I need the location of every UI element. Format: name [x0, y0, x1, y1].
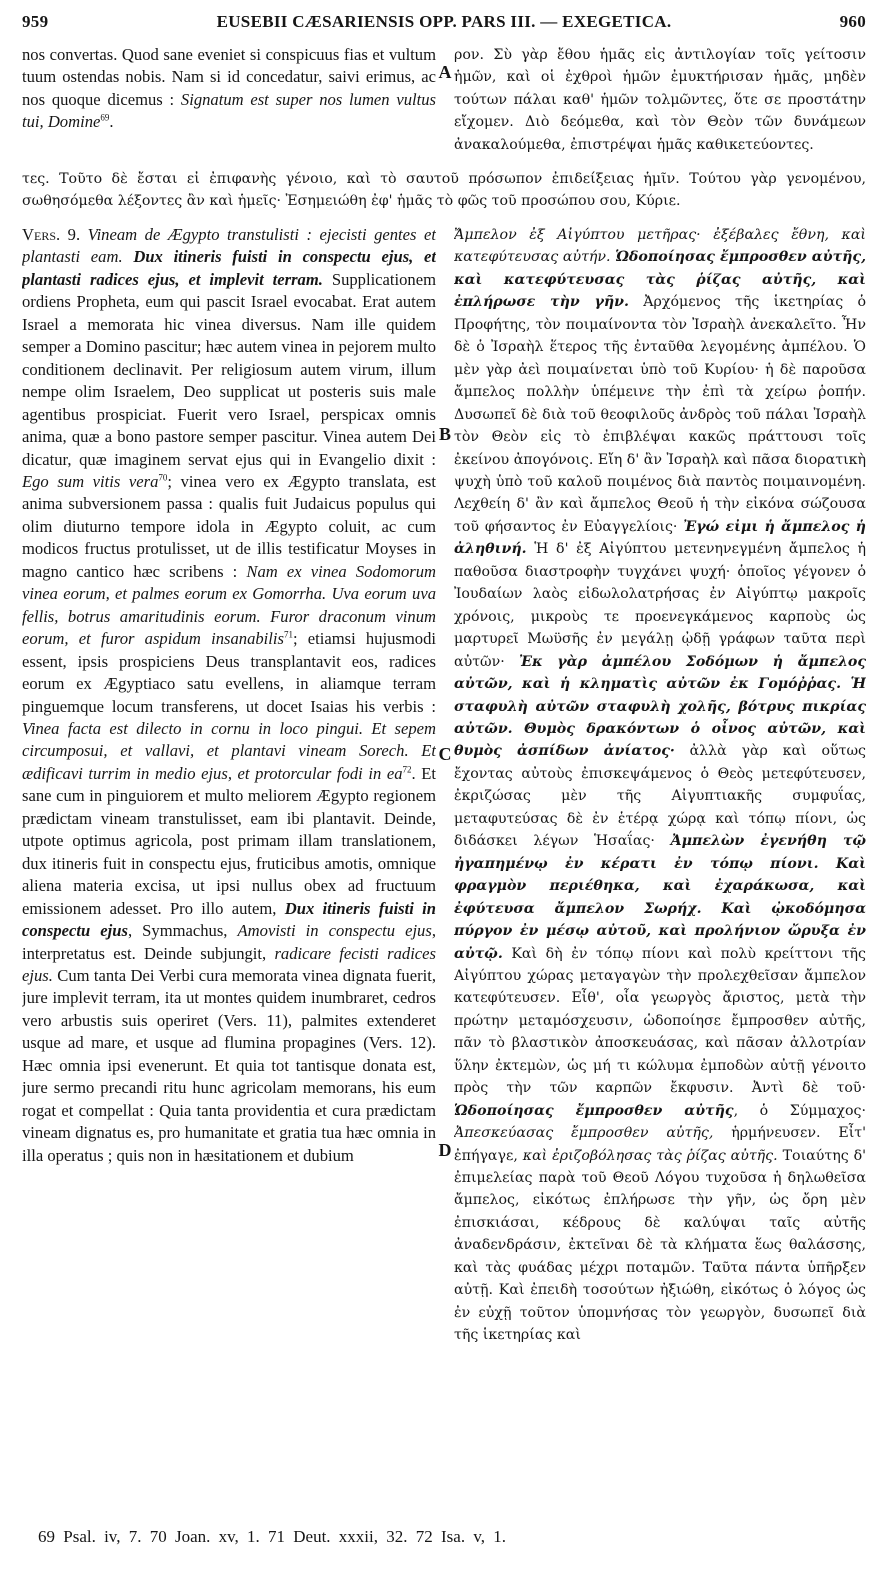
latin-text: Supplicationem ordiens Propheta, eum qui pascit Israel evocabat. Erat autem Israel a memorata hic vinea diversus. Nam ille quidem semper a Domino pascitur; hæc autem vinea in pejorem multo conditionem declinavit. Per religiosum autem virum, illum nempe olim Israelem, Deo supplicat ut posteris suis male agentibus prospiciat. Fuerit vero Israel, perspicax omnis anima, quæ a bono pastore semper pascitur. Vinea autem Dei dicatur, quæ imaginem servat ejus qui in Evangelio dixit :: [22, 269, 436, 469]
verse-quote: Vineam de Ægypto transtulisti : ejecisti gentes et plantasti eam.: [22, 225, 436, 267]
greek-quote: Ἀμπελὼν ἐγενήθη τῷ ἠγαπημένῳ ἐν κέρατι ἐν τόπῳ πίονι. Καὶ φραγμὸν περιέθηκα, καὶ ἐχαράκωσα, καὶ ἐφύτευσα ἄμπελον Σωρήχ. Καὶ ᾠκοδόμησα πύργον ἐν μέσῳ αὐτοῦ, καὶ προλήνιον ὤρυξα ἐν αὐτῷ.: [454, 833, 866, 962]
section-marker-b: B: [438, 424, 451, 444]
greek-quote: Ἄμπελον ἐξ Αἰγύπτου μετῆρας· ἐξέβαλες ἔθνη, καὶ κατεφύτευσας αὐτήν.: [454, 227, 866, 266]
latin-text: .: [109, 112, 114, 132]
latin-column: [22, 224, 436, 1499]
latin-quote: Dux itineris fuisti in conspectu ejus: [22, 898, 436, 941]
latin-text: nos convertas. Quod sane eveniet si conspicuus fias et vultum tuum ostendas nobis. Nam si id concedatur, saivi erimus, ac nos quoque dicemus :: [22, 45, 436, 109]
latin-quote: Nam ex vinea Sodomorum vinea eorum, et palmes eorum ex Gomorrha. Uva eorum uva fellis, botrus amaritudinis eorum. Furor draconum vinum eorum, et furor aspidum insanabilis: [22, 561, 436, 649]
footnote-ref: 70: [158, 472, 168, 483]
greek-text: , ὁ Σύμμαχος·: [733, 1102, 866, 1119]
greek-paragraph: [454, 224, 866, 1347]
greek-text: ἡρμήνευσεν. Εἶτ' ἐπήγαγε,: [454, 1125, 866, 1164]
latin-quote: Vinea facta est dilecto in cornu in loco pingui. Et sepem circumposui, et vallavi, et plantavi vineam Sorech. Et ædificavi turrim in medio ejus, et protorcular fodi in ea: [22, 718, 436, 783]
page-number-right: 960: [839, 12, 866, 31]
footnote-ref: 69: [100, 112, 110, 123]
latin-quote: Signatum est super nos lumen vultus tui, Domine: [22, 89, 436, 132]
latin-column-top: [22, 44, 436, 168]
page-number-left: 959: [22, 12, 49, 31]
verse-quote-bold: Dux itineris fuisti in conspectu ejus, et plantasti radices ejus, et implevit terram.: [22, 247, 436, 289]
section-marker-c: C: [438, 744, 452, 764]
greek-text: Ἀρχόμενος τῆς ἱκετηρίας ὁ Προφήτης, τὸν ποιμαίνοντα τὸν Ἰσραὴλ ἀνεκαλεῖτο. Ἦν δὲ ὁ Ἰσραὴλ ἕτερος τῆς ἐνταῦθα λεγομένης ἀμπέλου. Ὁ μὲν γὰρ ἀεὶ ποιμαίνεται ὑπὸ τοῦ Κυρίου· ἡ δὲ παροῦσα ἄμπελος πολλὴν ὑπέμεινε τὴν ἐπὶ τὰ χείρω ῥοπήν. Δυσωπεῖ δὲ διὰ τοῦ θεοφιλοῦς ἀνδρὸς τοῦ πάλαι Ἰσραὴλ τὸν Θεὸν εἰς τὸ ἐπιβλέψαι κακῶς πράττουσι τοῖς ἐκείνου ἀπογόνοις. Εἴη δ' ἂν Ἰσραὴλ καὶ πᾶσα διορατικὴ ψυχὴ ὑπὸ τοῦ καλοῦ ποιμένος διὰ παντὸς ποιμαινομένη. Λεχθείη δ' ἂν καὶ ἄμπελος Θεοῦ ἡ τὴν εἰκόνα σώζουσα τοῦ φήσαντος ἐν Εὐαγγελίοις·: [454, 294, 866, 535]
section-marker-d: D: [438, 1140, 452, 1160]
greek-column: [454, 224, 866, 1499]
greek-quote: καὶ ἐριζοβόλησας τὰς ῥίζας αὐτῆς.: [522, 1147, 778, 1164]
section-marker-a: A: [438, 62, 452, 82]
latin-text: , Symmachus,: [127, 921, 228, 941]
latin-quote: Amovisti in conspectu ejus: [237, 921, 432, 941]
greek-text: Καὶ δὴ ἐν τόπῳ πίονι καὶ πολὺ κρείττονι τῆς Αἰγύπτου χώρας μεταγαγὼν τὴν προλεχθεῖσαν ἄμπελον κατεφύτευσεν. Εἶθ', οἷα γεωργὸς ἄριστος, μετὰ τὴν πρώτην μεταμόσχευσιν, ὡδοποίησε ἔμπροσθεν αὐτῆς, πᾶν τὸ βλαστικὸν ἀποσκευάσας, καὶ πᾶσαν ἀλλοτρίαν ὕλην ἐκτεμὼν, ὡς μή τι κώλυμα ἐμποδὼν αὐτῇ γένοιτο πρὸς τὴν τῶν καρπῶν ἔκφυσιν. Ἀντὶ δὲ τοῦ·: [454, 945, 866, 1097]
greek-quote: Ἐκ γὰρ ἀμπέλου Σοδόμων ἡ ἄμπελος αὐτῶν, καὶ ἡ κληματὶς αὐτῶν ἐκ Γομόῤῥας. Ἡ σταφυλὴ αὐτῶν σταφυλὴ χολῆς, βότρυς πικρίας αὐτῶν. Θυμὸς δρακόντων ὁ οἶνος αὐτῶν, καὶ θυμὸς ἀσπίδων ἀνίατος·: [454, 653, 866, 760]
greek-span-line: τες. Τοῦτο δὲ ἔσται εἰ ἐπιφανὴς γένοιο, καὶ τὸ σαυτοῦ πρόσωπον ἐπιδείξειας ἡμῖν. Τούτου γὰρ γενομένου, σωθησόμεθα λέξοντες ἂν καὶ ἡμεῖς· Ἐσημειώθη ἐφ' ἡμᾶς τὸ φῶς τοῦ προσώπου σου, Κύριε.: [22, 171, 866, 210]
latin-paragraph: [22, 44, 436, 134]
latin-text: ; vinea vero ex Ægypto translata, est anima subversionem passa : qualis fuit Judaicus populus qui olim diuturno tempore idola in Ægypto coluit, ac cum modicos fructus protulisset, ut de illis testificatur Moyses in magno cantico hæc scribens :: [22, 471, 436, 581]
greek-quote: Ἐγώ εἰμι ἡ ἄμπελος ἡ ἀληθινή.: [454, 518, 866, 558]
latin-text: Cum tanta Dei Verbi cura memorata vinea dignata fuerit, jure implevit terram, ita ut montes quidem inumbraret, cedros vero arbustis suis operiret (Vers. 11), palmites extenderet usque ad mare, et usque ad flumina propagines (Vers. 12). Hæc omnia ipsi evenerunt. Et quia tot tantisque donata est, jure sermo precandi ritu hunc agricolam memorans, his eum rogat et compellat : Quia tanta providentia et cura prædictam vineam dignatus es, pro humanitate et gratia tua hæc omnia in illa operatus ; quis non in hæsitationem et dubium: [22, 965, 436, 1165]
footnote-ref: 72: [402, 764, 412, 775]
greek-paragraph: ρον. Σὺ γὰρ ἔθου ἡμᾶς εἰς ἀντιλογίαν τοῖς γείτοσιν ἡμῶν, καὶ οἱ ἐχθροὶ ἡμῶν ἐμυκτήρισαν ἡμᾶς, μηδὲν τούτων πάλαι καθ' ἡμῶν τολμῶντες, ὅτε σε προστάτην εἴχομεν. Διὸ δεόμεθα, καὶ τὸν Θεὸν τῶν δυνάμεων ἀνακαλούμεθα, ἐπιστρέψαι ἡμᾶς καθικετεύοντες.: [454, 47, 866, 153]
greek-column-top: [454, 44, 866, 168]
latin-text: . Et sane cum in pinguiorem et multo meliorem Ægypto regionem prædictam vineam transtulisset, eam ibi plantavit. Deinde, utpote optimus agricola, post primam illam translationem, dux itineris fuit in conspectu ejus, fruticibus amotis, omnique aliena materia excisa, ut ipsi nullus obex ad fructuum emissionem adesset. Pro illo autem,: [22, 763, 436, 918]
footnotes: 69 Psal. iv, 7. 70 Joan. xv, 1. 71 Deut. xxxii, 32. 72 Isa. v, 1.: [38, 1527, 506, 1546]
verse-heading: [22, 224, 436, 1167]
greek-text: ἀλλὰ γὰρ καὶ οὕτως ἔχοντας αὐτοὺς ἐπισκεψάμενος ὁ Θεὸς μετεφύτευσεν, ἐκριζώσας μὲν τῆς Αἰγυπτιακῆς συμφυΐας, μεταφυτεύσας δὲ ἐν ἑτέρᾳ χώρᾳ καὶ τόπῳ πίονι, ὡς διδάσκει λέγων Ἡσαΐας·: [454, 743, 866, 850]
running-header: [22, 12, 866, 38]
greek-quote: Ἀπεσκεύασας ἔμπροσθεν αὐτῆς,: [454, 1125, 714, 1142]
greek-text: Τοιαύτης δ' ἐπιμελείας παρὰ τοῦ Θεοῦ Λόγου τυχοῦσα ἡ δηλωθεῖσα ἄμπελος, εἰκότως ἐπλήρωσε τὴν γῆν, ὡς ὄρη μὲν ἐπισκιάσαι, κέδρους δὲ καλύψαι ταῖς αὐτῆς ἀναδενδράσιν, ἐκτεῖναι δὲ τὰ κλήματα ἕως θαλάσσης, καὶ τὰς φυάδας μέχρι ποταμῶν. Ταῦτα πάντα ὑπῆρξεν αὐτῇ. Καὶ ἐπειδὴ τοσούτων ἠξιώθη, εἰκότως ὁ λόγος ὡς ἐν εὐχῇ τοῦτον ὑπομνήσας τὸν γεωργὸν, δυσωπεῖ διὰ τῆς ἱκετηρίας καὶ: [454, 1147, 866, 1344]
greek-quote: Ὡδοποίησας ἔμπροσθεν αὐτῆς: [454, 1102, 734, 1119]
greek-quote-bold: Ὡδοποίησας ἔμπροσθεν αὐτῆς, καὶ κατεφύτευσας τὰς ῥίζας αὐτῆς, καὶ ἐπλήρωσε τὴν γῆν.: [454, 249, 866, 311]
verse-number: Vers. 9.: [22, 225, 81, 244]
footnote-ref: 71: [283, 629, 293, 640]
greek-text: Ἡ δ' ἐξ Αἰγύπτου μετενηνεγμένη ἄμπελος ἡ παθοῦσα διαστροφὴν τυγχάνει ψυχή· ὁποῖος γέγονεν ὁ Ἰουδαίων λαὸς εἰδωλολατρήσας ἐν Αἰγύπτῳ μακροῖς χρόνοις, μικροὺς τε προενεγκάμενος καρποὺς ὡς μαρτυρεῖ Μωϋσῆς ἐν μεγάλῃ ᾠδῇ γράφων ταῦτα περὶ αὐτῶν·: [454, 541, 866, 670]
latin-quote: radicare fecisti radices ejus.: [22, 943, 436, 985]
running-title: EUSEBII CÆSARIENSIS OPP. PARS III. — EXEGETICA.: [216, 12, 672, 31]
latin-text: , interpretatus est. Deinde subjungit,: [22, 921, 436, 963]
latin-quote: Ego sum vitis vera: [22, 471, 159, 491]
latin-text: ; etiamsi hujusmodi essent, ipsis prospiciens Deus transplantavit eos, radices eorum ex Ægyptiaco satu evellens, in aliamque terram pinguemque locum transferens, ut docet Isaias his verbis :: [22, 629, 436, 716]
